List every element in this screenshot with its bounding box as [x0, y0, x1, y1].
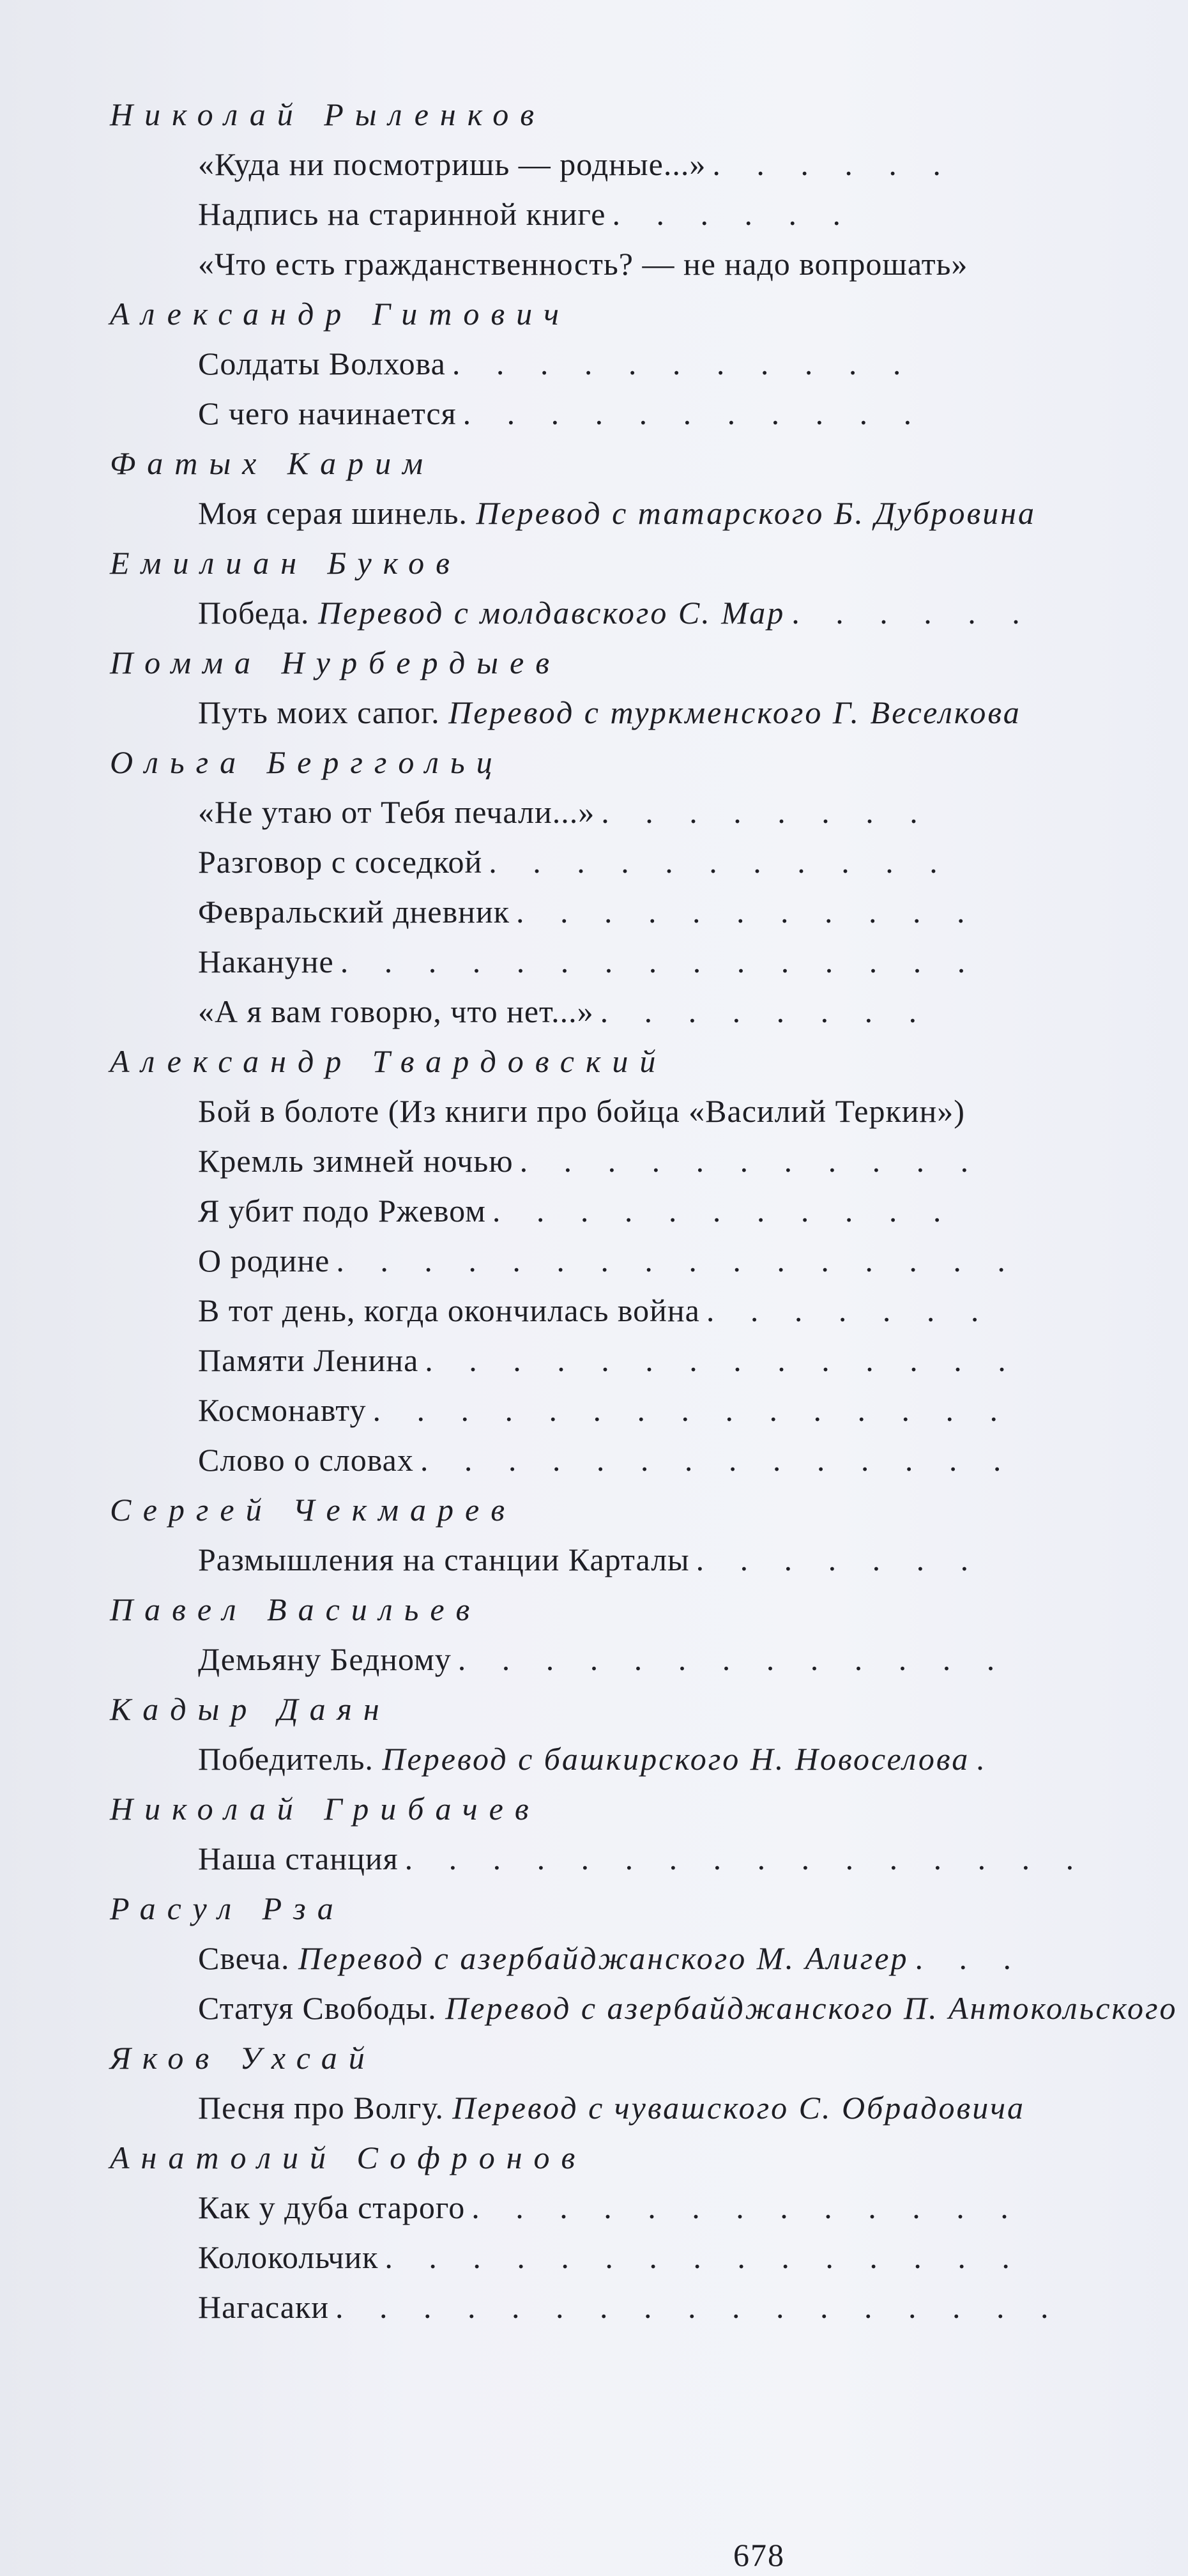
entry-title: Надпись на старинной книге — [198, 196, 606, 232]
entry-title: О родине — [198, 1243, 330, 1278]
author-group — [102, 438, 1188, 538]
entry-title: Солдаты Волхова — [198, 346, 446, 381]
toc-entry — [102, 1535, 1188, 1584]
toc-entry — [102, 837, 1188, 887]
toc-entry — [102, 1285, 1188, 1335]
toc-entry — [102, 239, 1188, 289]
toc-entry — [102, 1933, 1188, 1983]
author-name: Александр Гитович — [110, 296, 570, 332]
author-name: Александр Твардовский — [110, 1043, 667, 1079]
entry-title: Победитель. — [198, 1741, 374, 1777]
dot-leader: . . . . . . . . . . . . . . . — [372, 1392, 1012, 1428]
entry-title: Колокольчик — [198, 2239, 379, 2275]
dot-leader: . . . . . . . . . . . . . . . — [385, 2239, 1024, 2275]
dot-leader: . . . . . . . — [706, 1292, 993, 1328]
entry-title: «А я вам говорю, что нет...» — [198, 993, 594, 1029]
entry-title: Песня про Волгу. — [198, 2090, 444, 2126]
toc-entry — [102, 139, 1188, 189]
entry-title: «Не утаю от Тебя печали...» — [198, 794, 595, 830]
author-group — [102, 1584, 1188, 1684]
entry-title: Наша станция — [198, 1841, 399, 1876]
entry-translation-credit: Перевод с азербайджанского М. Алигер — [298, 1940, 909, 1976]
toc-entry — [102, 2083, 1188, 2133]
dot-leader: . . . . . . . . . . . . . . — [420, 1442, 1016, 1478]
author-group — [102, 289, 1188, 438]
author-group — [102, 1883, 1188, 2033]
author-name: Павел Васильев — [110, 1591, 482, 1627]
entry-title: «Что есть гражданственность? — не надо вопрошать» — [198, 246, 968, 282]
toc-entry — [102, 986, 1188, 1036]
toc-entry — [102, 1136, 1188, 1186]
author-group — [102, 538, 1188, 638]
toc-entry — [102, 339, 1188, 388]
toc-entry — [102, 2182, 1188, 2232]
toc-entry — [102, 1236, 1188, 1285]
toc-entry — [102, 1335, 1188, 1385]
dot-leader: . — [976, 1741, 998, 1777]
author-name: Кадыр Даян — [110, 1691, 391, 1727]
entry-translation-credit: Перевод с башкирского Н. Новоселова — [382, 1741, 970, 1777]
dot-leader: . . . . . . . . . . . — [492, 1193, 956, 1229]
author-name: Николай Грибачев — [110, 1791, 540, 1827]
dot-leader: . . . . . . . . . . . — [489, 844, 952, 880]
entry-title: Статуя Свободы. — [198, 1990, 437, 2026]
author-name: Помма Нурбердыев — [110, 645, 561, 680]
entry-translation-credit: Перевод с азербайджанского П. Антокольского — [445, 1990, 1178, 2026]
author-name: Расул Рза — [110, 1890, 345, 1926]
toc-entry — [102, 1734, 1188, 1784]
entry-title: Как у дуба старого — [198, 2189, 466, 2225]
entry-title: Размышления на станции Карталы — [198, 1542, 690, 1577]
dot-leader: . . . . . . . . . . . . . . . . — [336, 1243, 1019, 1278]
author-group — [102, 89, 1188, 289]
author-name: Анатолий Софронов — [110, 2140, 587, 2175]
entry-title: Путь моих сапог. — [198, 694, 440, 730]
toc-entry — [102, 1086, 1188, 1136]
author-group — [102, 2133, 1188, 2332]
toc-entry — [102, 588, 1188, 638]
entry-title: Свеча. — [198, 1940, 290, 1976]
entry-title: Кремль зимней ночью — [198, 1143, 514, 1179]
toc-entry — [102, 488, 1188, 538]
dot-leader: . . . . . . — [612, 196, 855, 232]
toc-entry — [102, 388, 1188, 438]
toc-entry — [102, 687, 1188, 737]
toc-entry — [102, 1435, 1188, 1485]
entry-title: Нагасаки — [198, 2289, 330, 2325]
dot-leader: . . . . . . . . . . . . . . — [425, 1342, 1020, 1378]
dot-leader: . . . . . . . . . . . . . . . — [340, 944, 980, 979]
dot-leader: . . . . . . . . — [601, 794, 932, 830]
entry-title: Слово о словах — [198, 1442, 414, 1478]
dot-leader: . . . . . . . . . . . — [519, 1143, 983, 1179]
author-group — [102, 1784, 1188, 1883]
toc-entry — [102, 937, 1188, 986]
dot-leader: . . . . . . . . . . . . . — [457, 1641, 1009, 1677]
table-of-contents — [102, 89, 1188, 2332]
toc-entry — [102, 1634, 1188, 1684]
page-number: 678 — [733, 2537, 785, 2573]
entry-title: Космонавту — [198, 1392, 367, 1428]
author-group — [102, 737, 1188, 1036]
author-group — [102, 1036, 1188, 1485]
dot-leader: . . . . . . . . . . . . . . . . . — [335, 2289, 1063, 2325]
entry-title: Февральский дневник — [198, 894, 510, 930]
author-name: Яков Ухсай — [110, 2040, 376, 2076]
toc-entry — [102, 2232, 1188, 2282]
author-group — [102, 638, 1188, 737]
toc-entry — [102, 1385, 1188, 1435]
author-group — [102, 2033, 1188, 2133]
entry-title: Памяти Ленина — [198, 1342, 419, 1378]
toc-entry — [102, 1186, 1188, 1236]
dot-leader: . . . . . . . — [696, 1542, 983, 1577]
author-group — [102, 1485, 1188, 1584]
dot-leader: . . . . . . . . . . . . . — [471, 2189, 1023, 2225]
dot-leader: . . . . . . . . . . . — [462, 395, 926, 431]
entry-title: Бой в болоте (Из книги про бойца «Василий Теркин») — [198, 1093, 965, 1129]
toc-entry — [102, 1983, 1188, 2033]
dot-leader: . . . . . . . . . . . — [516, 894, 979, 930]
entry-title: «Куда ни посмотришь — родные...» — [198, 146, 706, 182]
dot-leader: . . . — [915, 1940, 1025, 1976]
toc-entry — [102, 189, 1188, 239]
dot-leader: . . . . . . . . . . . — [452, 346, 915, 381]
entry-title: Накануне — [198, 944, 334, 979]
author-name: Сергей Чекмарев — [110, 1492, 516, 1528]
entry-title: Моя серая шинель. — [198, 495, 468, 531]
entry-title: В тот день, когда окончилась война — [198, 1292, 700, 1328]
toc-entry — [102, 787, 1188, 837]
entry-title: Я убит подо Ржевом — [198, 1193, 486, 1229]
author-name: Фатых Карим — [110, 445, 434, 481]
entry-translation-credit: Перевод с туркменского Г. Веселкова — [448, 694, 1021, 730]
entry-translation-credit: Перевод с молдавского С. Мар — [318, 595, 786, 631]
author-group — [102, 1684, 1188, 1784]
author-name: Николай Рыленков — [110, 96, 545, 132]
entry-translation-credit: Перевод с чувашского С. Обрадовича — [452, 2090, 1026, 2126]
toc-entry — [102, 2282, 1188, 2332]
dot-leader: . . . . . . — [791, 595, 1034, 631]
toc-entry — [102, 1834, 1188, 1883]
dot-leader: . . . . . . . . — [600, 993, 931, 1029]
entry-title: Разговор с соседкой — [198, 844, 483, 880]
toc-entry — [102, 887, 1188, 937]
entry-translation-credit: Перевод с татарского Б. Дубровина — [476, 495, 1037, 531]
author-name: Емилиан Буков — [110, 545, 461, 581]
author-name: Ольга Берггольц — [110, 744, 504, 780]
entry-title: С чего начинается — [198, 395, 457, 431]
dot-leader: . . . . . . — [712, 146, 955, 182]
entry-title: Победа. — [198, 595, 310, 631]
entry-title: Демьяну Бедному — [198, 1641, 452, 1677]
dot-leader: . . . . . . . . . . . . . . . . — [404, 1841, 1088, 1876]
